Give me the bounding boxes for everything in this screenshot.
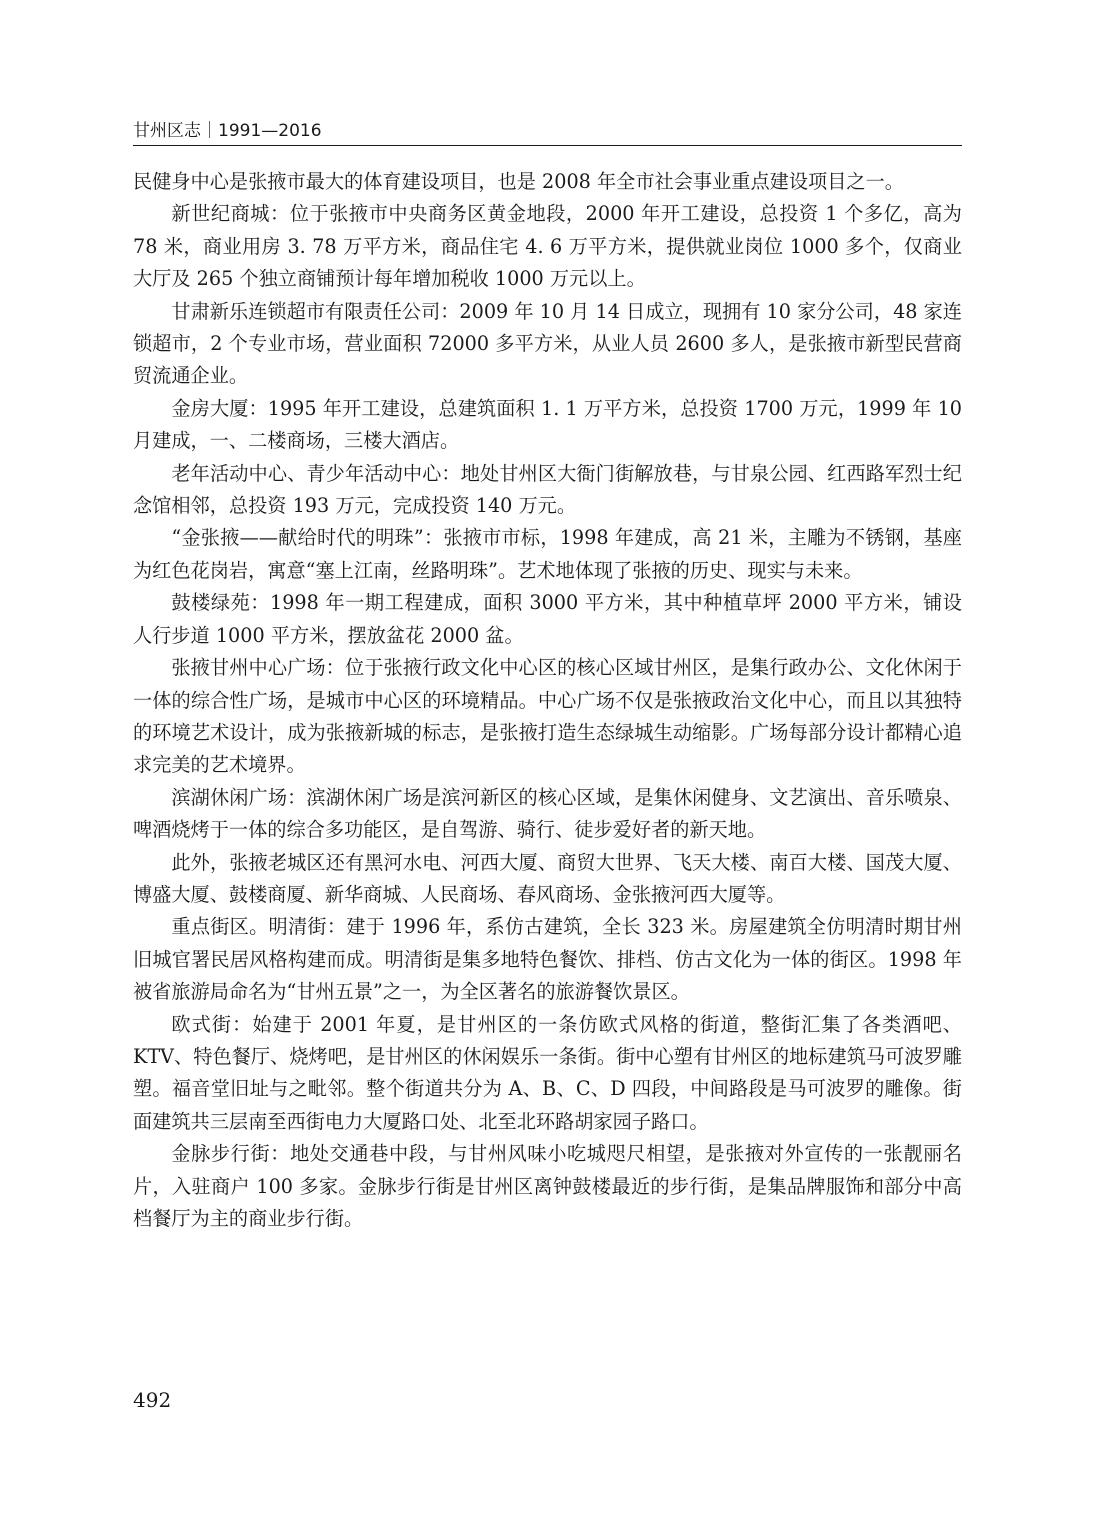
running-header: 甘州区志｜1991—2016 (133, 121, 322, 141)
paragraph-jinmai-pedestrian-street: 金脉步行街：地处交通巷中段，与甘州风味小吃城咫尺相望，是张掖对外宣传的一张靓丽名片，入驻商户 100 多家。金脉步行街是甘州区离钟鼓楼最近的步行街，是集品牌服饰和部分中高档餐厅为主的商业步行街。 (133, 1142, 962, 1230)
paragraph-ming-qing-street: 重点街区。明清街：建于 1996 年，系仿古建筑，全长 323 米。房屋建筑全仿明清时期甘州旧城官署民居风格构建而成。明清街是集多地特色餐饮、排档、仿古文化为一体的街区。1998 年被省旅游局命名为“甘州五景”之一，为全区著名的旅游餐饮景区。 (133, 915, 962, 1004)
paragraph-lakeside-square: 滨湖休闲广场：滨湖休闲广场是滨河新区的核心区域，是集休闲健身、文艺演出、音乐喷泉、啤酒烧烤于一体的综合多功能区，是自驾游、骑行、徒步爱好者的新天地。 (133, 785, 962, 842)
paragraph-drum-tower-garden: 鼓楼绿苑：1998 年一期工程建成，面积 3000 平方米，其中种植草坪 2000 平方米，铺设人行步道 1000 平方米，摆放盆花 2000 盆。 (133, 591, 962, 647)
paragraph-xinle-supermarket: 甘肃新乐连锁超市有限责任公司：2009 年 10 月 14 日成立，现拥有 10 家分公司，48 家连锁超市，2 个专业市场，营业面积 72000 多平方米，从业人员 2600 多人，是张掖市新型民营商贸流通企业。 (133, 299, 962, 388)
paragraph-continuation: 民健身中心是张掖市最大的体育建设项目，也是 2008 年全市社会事业重点建设项目之一。 (133, 170, 904, 193)
paragraph-central-square: 张掖甘州中心广场：位于张掖行政文化中心区的核心区域甘州区，是集行政办公、文化休闲于一体的综合性广场，是城市中心区的环境精品。中心广场不仅是张掖政治文化中心，而且以其独特的环境艺术设计，成为张掖新城的标志，是张掖打造生态绿城生动缩影。广场每部分设计都精心追求完美的艺术境界。 (133, 656, 962, 777)
paragraph-city-landmark: “金张掖——献给时代的明珠”：张掖市市标，1998 年建成，高 21 米，主雕为不锈钢，基座为红色花岗岩，寓意“塞上江南，丝路明珠”。艺术地体现了张掖的历史、现实与未来。 (133, 526, 962, 582)
paragraph-other-buildings: 此外，张掖老城区还有黑河水电、河西大厦、商贸大世界、飞天大楼、南百大楼、国茂大厦、博盛大厦、鼓楼商厦、新华商城、人民商场、春风商场、金张掖河西大厦等。 (133, 850, 962, 906)
page-number: 492 (133, 1388, 172, 1412)
header-rule (133, 145, 962, 146)
paragraph-new-century-mall: 新世纪商城：位于张掖市中央商务区黄金地段，2000 年开工建设，总投资 1 个多亿，高为 78 米，商业用房 3. 78 万平方米，商品住宅 4. 6 万平方米，提供就业岗位 1000 多个，仅商业大厅及 265 个独立商铺预计每年增加税收 1000 万元以上。 (133, 202, 962, 291)
page-body (133, 166, 962, 1235)
paragraph-activity-centers: 老年活动中心、青少年活动中心：地处甘州区大衙门街解放巷，与甘泉公园、红西路军烈士纪念馆相邻，总投资 193 万元，完成投资 140 万元。 (133, 461, 962, 518)
paragraph-european-street: 欧式街：始建于 2001 年夏，是甘州区的一条仿欧式风格的街道，整街汇集了各类酒吧、KTV、特色餐厅、烧烤吧，是甘州区的休闲娱乐一条街。街中心塑有甘州区的地标建筑马可波罗雕塑。福音堂旧址与之毗邻。整个街道共分为 A、B、C、D 四段，中间路段是马可波罗的雕像。街面建筑共三层南至西街电力大厦路口处、北至北环路胡家园子路口。 (133, 1012, 962, 1133)
paragraph-jinfang-building: 金房大厦：1995 年开工建设，总建筑面积 1. 1 万平方米，总投资 1700 万元，1999 年 10 月建成，一、二楼商场，三楼大酒店。 (133, 396, 962, 453)
